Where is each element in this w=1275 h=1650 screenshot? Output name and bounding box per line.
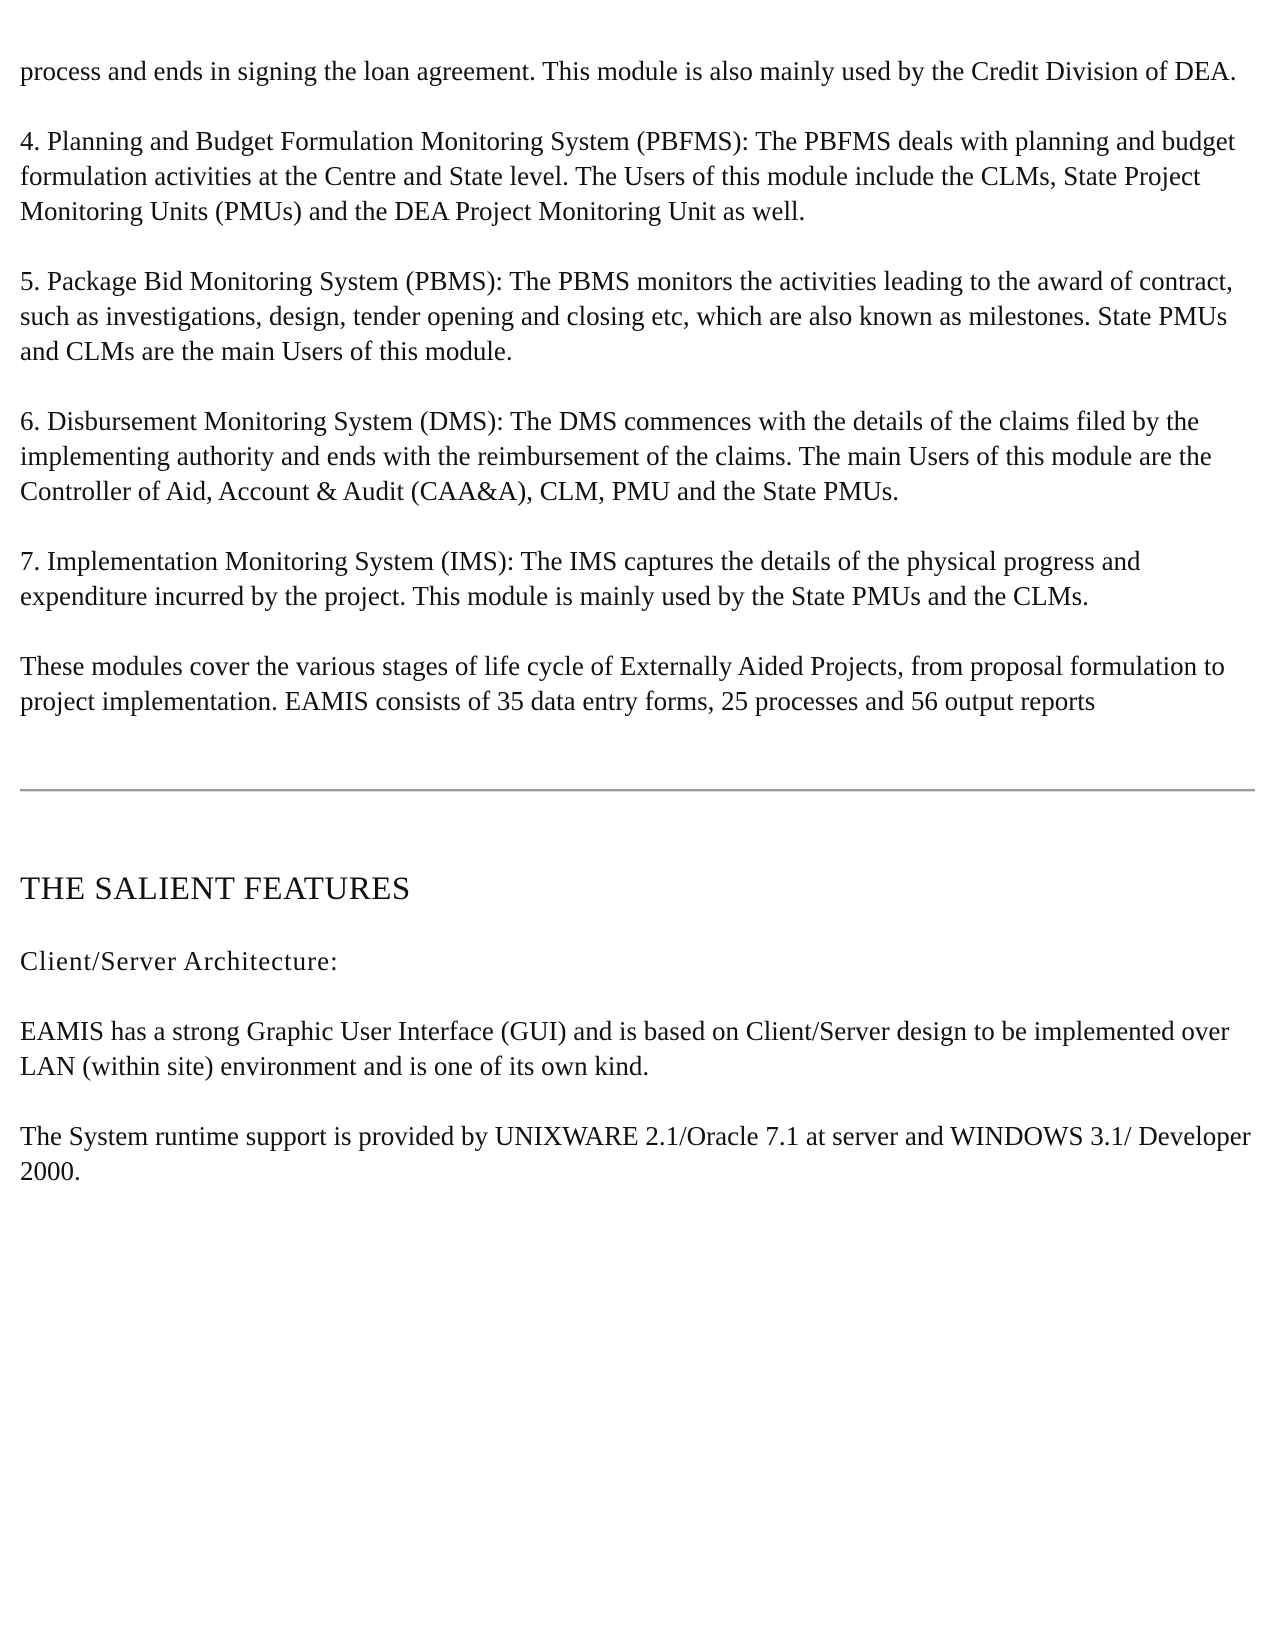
paragraph-modules-summary: These modules cover the various stages of life cycle of Externally Aided Projects, from proposal formulation to project implementation. EAMIS consists of 35 data entry forms, 25 processes and 56 output reports bbox=[20, 651, 1225, 716]
paragraph-ims: 7. Implementation Monitoring System (IMS): The IMS captures the details of the physical progress and expenditure incurred by the project. This module is mainly used by the State PMUs and the CLMs. bbox=[20, 546, 1141, 611]
paragraph-runtime-support: The System runtime support is provided by UNIXWARE 2.1/Oracle 7.1 at server and WINDOWS 3.1/ Developer 2000. bbox=[20, 1121, 1251, 1186]
paragraph-gui: EAMIS has a strong Graphic User Interface (GUI) and is based on Client/Server design to be implemented over LAN (within site) environment and is one of its own kind. bbox=[20, 1016, 1230, 1081]
horizontal-divider bbox=[20, 789, 1255, 792]
document-page bbox=[20, 54, 1255, 1224]
paragraph-dms: 6. Disbursement Monitoring System (DMS): The DMS commences with the details of the claims filed by the implementing authority and ends with the reimbursement of the claims. The main Users of this module are the Controller of Aid, Account & Audit (CAA&A), CLM, PMU and the State PMUs. bbox=[20, 406, 1212, 506]
paragraph-pbfms: 4. Planning and Budget Formulation Monitoring System (PBFMS): The PBFMS deals with planning and budget formulation activities at the Centre and State level. The Users of this module include the CLMs, State Project Monitoring Units (PMUs) and the DEA Project Monitoring Unit as well. bbox=[20, 126, 1236, 226]
paragraph-pbms: 5. Package Bid Monitoring System (PBMS): The PBMS monitors the activities leading to the award of contract, such as investigations, design, tender opening and closing etc, which are also known as milestones. State PMUs and CLMs are the main Users of this module. bbox=[20, 266, 1233, 366]
section-subheading: Client/Server Architecture: bbox=[20, 946, 339, 976]
section-heading: THE SALIENT FEATURES bbox=[20, 871, 411, 907]
paragraph-loan-agreement: process and ends in signing the loan agreement. This module is also mainly used by the Credit Division of DEA. bbox=[20, 56, 1237, 86]
